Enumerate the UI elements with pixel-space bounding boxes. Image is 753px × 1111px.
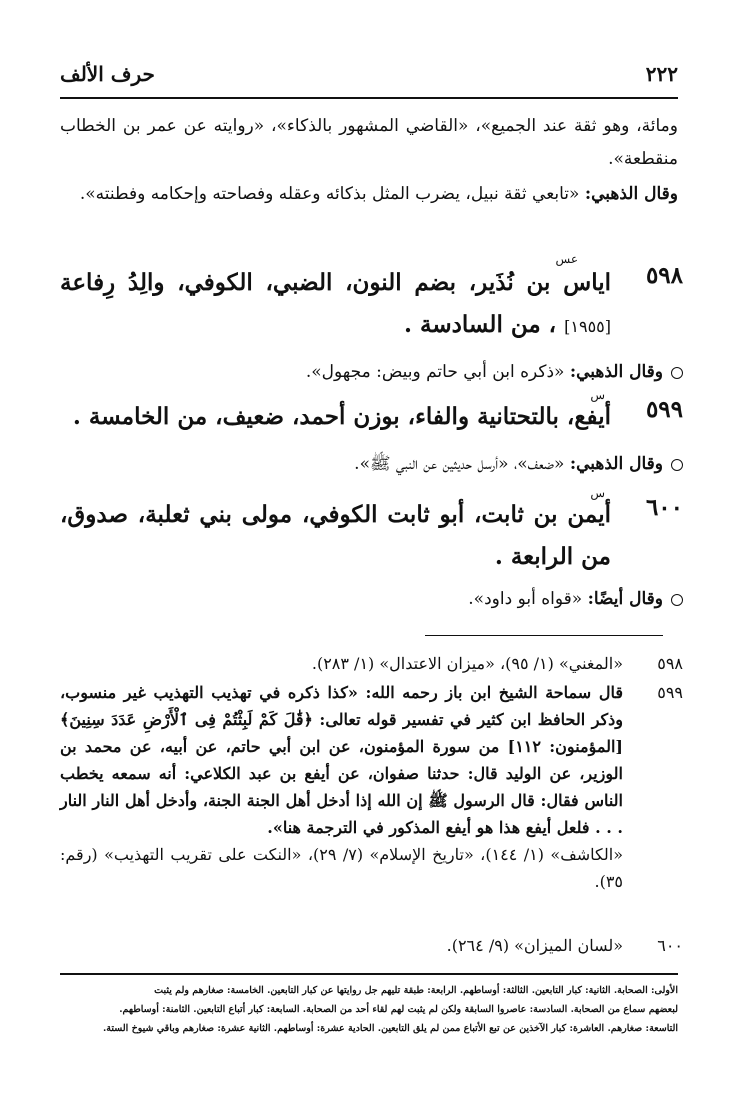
footnote-598 [60,650,683,677]
footnote-599 [60,679,683,895]
footnote-sources: «الكاشف» (١/ ١٤٤)، «تاريخ الإسلام» (٧/ ٢٩)، «النكت على تقريب التهذيب» (رقم: ٣٥). [60,845,624,891]
footnote-number: ٦٠٠ [657,936,683,955]
entry-siglum: س [590,388,605,402]
footnote-text [60,679,623,895]
chapter-title: حرف الألف [60,62,155,86]
entry-text: أيمن بن ثابت، أبو ثابت الكوفي، مولى بني ثعلبة، صدوق، من الرابعة . [60,501,611,570]
entry-tail: ، من السادسة . [404,311,557,338]
footnote-number: ٥٩٨ [657,654,683,673]
entry-main: اياس بن نُذَير، بضم النون، الضبي، الكوفي، والِدُ رِفاعة [60,269,611,296]
entry-number: ٥٩٨ [645,262,683,289]
intro-dhahabi [60,178,678,211]
dhahabi-label: وقال الذهبي: [584,184,678,204]
note-label: وقال الذهبي: [569,454,663,474]
footnote-number: ٥٩٩ [657,683,683,702]
dhahabi-text: «تابعي ثقة نبيل، يضرب المثل بذكائه وعقله وفصاحته وإحكامه وفطنته». [79,184,580,204]
legend-line: التاسعة: صغارهم. العاشرة: كبار الآخذين عن تبع الأتباع ممن لم يلق التابعين. الحادية عشرة: أوساطهم. الثانية عشرة: صغارهم وباقي شيوخ الستة. [103,1023,678,1034]
entry-ref: [١٩٥٥] [564,317,611,336]
bullet-circle-icon [671,594,683,606]
footnote-text: «لسان الميزان» (٩/ ٢٦٤). [446,936,623,955]
note-598 [60,357,683,387]
footnote-quote: قال سماحة الشيخ ابن باز رحمه الله: «كذا ذكره في تهذيب التهذيب غير منسوب، وذكر الحافظ ابن كثير في تفسير قوله تعالى: ﴿قَٰلَ كَمْ لَبِثْتُمْ فِى ٱلْأَرْضِ عَدَدَ سِنِينَ﴾ [المؤمنون: ١١٢] من سورة المؤمنون، عن ابن أبي حاتم، عن أبيه، عن محمد بن الوزير، عن الوليد قال: حدثنا صفوان، عن أيفع بن عبد الكلاعي: أنه سمعه يخطب الناس فقال: قال الرسول ﷺ إن الله إذا أدخل أهل الجنة الجنة، وأدخل أهل النار النار . . . فلعل أيفع هذا هو أيفع المذكور في الترجمة هنا». [60,683,624,837]
legend-rule [60,973,678,975]
legend-line: لبعضهم سماع من الصحابة. السادسة: عاصروا السابقة ولكن لم يثبت لهم لقاء أحد من الصحابة. السابعة: كبار أتباع التابعين. الثامنة: أوساطهم. [119,1004,678,1015]
entry-siglum: عس [555,252,578,266]
footnote-600 [60,932,683,959]
legend-line: الأولى: الصحابة. الثانية: كبار التابعين. الثالثة: أوساطهم. الرابعة: طبقة تليهم جل روايتها عن كبار التابعين. الخامسة: صغارهم ولم يثبت [154,985,678,996]
intro-line: ومائة، وهو ثقة عند الجميع»، «القاضي المشهور بالذكاء»، «روايته عن عمر بن الخطاب منقطعة». [60,116,678,169]
entry-text [60,262,611,348]
bullet-circle-icon [671,459,683,471]
entry-text: أيفع، بالتحتانية والفاء، بوزن أحمد، ضعيف، من الخامسة . [72,403,611,430]
page-number: ٢٢٢ [645,62,678,86]
page-header [60,55,678,93]
footnote-rule [425,635,663,636]
header-rule [60,97,678,99]
footnote-text: «المغني» (١/ ٩٥)، «ميزان الاعتدال» (١/ ٢٨٣). [311,654,623,673]
note-599 [60,449,683,479]
entry-599 [60,396,683,438]
note-text: «ضعف»، «أرسل حديثين عن النبي ﷺ». [354,454,565,474]
note-text: «ذكره ابن أبي حاتم وبيض: مجهول». [305,362,565,382]
entry-600 [60,494,683,578]
entry-number: ٥٩٩ [645,396,683,423]
entry-number: ٦٠٠ [645,494,683,521]
tabaqat-legend [60,981,678,1038]
note-label: وقال أيضًا: [587,589,663,609]
entry-598 [60,262,683,348]
intro-text [60,110,678,213]
entry-siglum: س [590,486,605,500]
note-600 [60,584,683,614]
note-label: وقال الذهبي: [569,362,663,382]
bullet-circle-icon [671,367,683,379]
note-text: «قواه أبو داود». [468,589,583,609]
